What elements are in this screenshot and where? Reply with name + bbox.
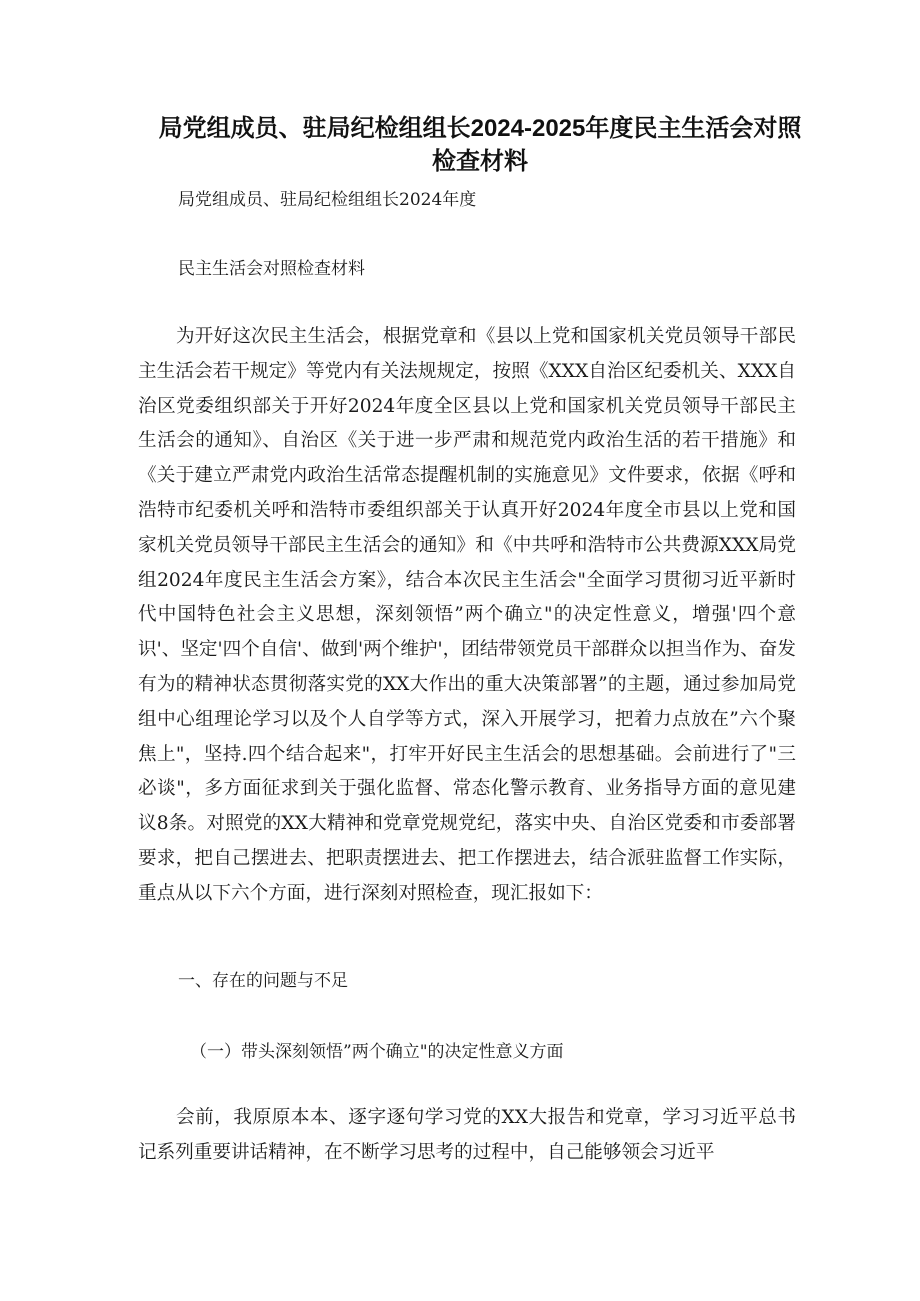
document-subtitle-line-2: 民主生活会对照检查材料 bbox=[178, 259, 365, 279]
document-subtitle-line-1: 局党组成员、驻局纪检组组长2024年度 bbox=[178, 190, 477, 210]
section-paragraph: 会前，我原原本本、逐字逐句学习党的XX大报告和党章，学习习近平总书记系列重要讲话精神，在不断学习思考的过程中，自己能够领会习近平 bbox=[138, 1107, 796, 1163]
document-title: 局党组成员、驻局纪检组组长2024-2025年度民主生活会对照检查材料 bbox=[158, 115, 802, 175]
subsection-heading: （一）带头深刻领悟”两个确立"的决定性意义方面 bbox=[190, 1042, 564, 1062]
section-heading: 一、存在的问题与不足 bbox=[178, 971, 348, 991]
intro-paragraph: 为开好这次民主生活会，根据党章和《县以上党和国家机关党员领导干部民主生活会若干规定》等党内有关法规规定，按照《XXX自治区纪委机关、XXX自治区党委组织部关于开好2024年度全区县以上党和国家机关党员领导干部民主生活会的通知》、自治区《关于进一步严肃和规范党内政治生活的若干措施》和《关于建立严肃党内政治生活常态提醒机制的实施意见》文件要求，依据《呼和浩特市纪委机关呼和浩特市委组织部关于认真开好2024年度全市县以上党和国家机关党员领导干部民主生活会的通知》和《中共呼和浩特市公共费源XXX局党组2024年度民主生活会方案》，结合本次民主生活会"全面学习贯彻习近平新时代中国特色社会主义思想，深刻领悟”两个确立"的决定性意义，增强'四个意识'、坚定'四个自信'、做到'两个维护'，团结带领党员干部群众以担当作为、奋发有为的精神状态贯彻落实党的XX大作出的重大决策部署”的主题，通过参加局党组中心组理论学习以及个人自学等方式，深入开展学习，把着力点放在”六个聚焦上"，坚持.四个结合起来"，打牢开好民主生活会的思想基础。会前进行了"三必谈"，多方面征求到关于强化监督、常态化警示教育、业务指导方面的意见建议8条。对照党的XX大精神和党章党规党纪，落实中央、自治区党委和市委部署要求，把自己摆进去、把职责摆进去、把工作摆进去，结合派驻监督工作实际，重点从以下六个方面，进行深刻对照检查，现汇报如下： bbox=[138, 326, 796, 904]
